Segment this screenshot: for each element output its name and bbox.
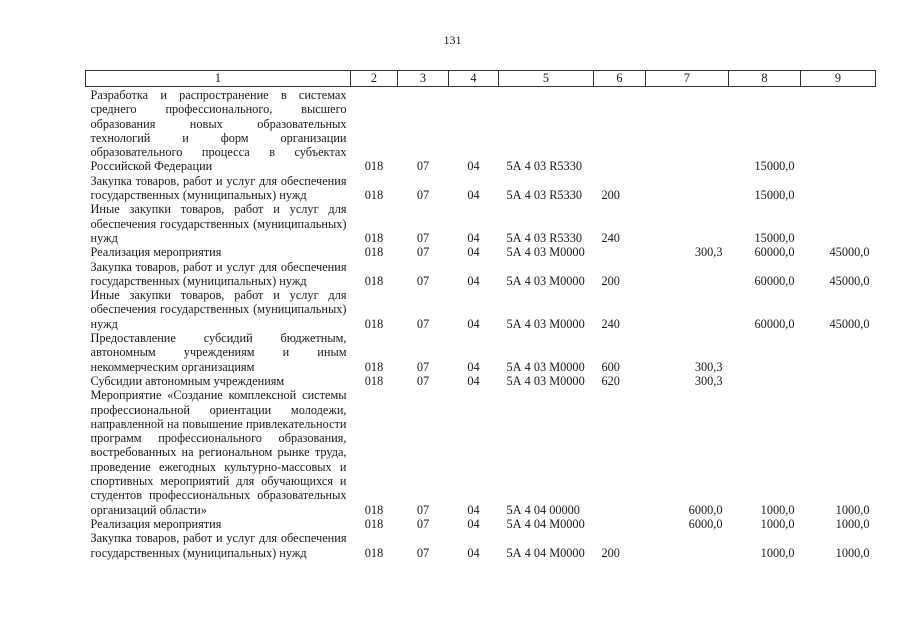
row-description: Закупка товаров, работ и услуг для обеспечения государственных (муниципальных) нужд	[90, 259, 347, 288]
cell-c2: 018	[364, 188, 384, 203]
cell-c8: 1000,0	[760, 516, 795, 531]
cell-c7	[646, 174, 729, 203]
cell-c2: 018	[364, 373, 384, 388]
cell-c6: 240	[601, 230, 620, 245]
cell-c2: 018	[364, 516, 384, 531]
cell-c9	[801, 174, 876, 203]
cell-c4: 04	[467, 188, 480, 203]
cell-c7	[646, 202, 729, 245]
cell-c9: 1000,0	[835, 516, 870, 531]
cell-c3: 07	[416, 159, 430, 174]
cell-c2: 018	[364, 359, 384, 374]
cell-c5: 5А 4 03 М0000	[506, 316, 585, 331]
column-header-2: 2	[351, 71, 398, 87]
table-row	[86, 245, 876, 259]
cell-c9: 45000,0	[829, 245, 870, 260]
cell-c5: 5А 4 03 R5330	[506, 159, 582, 174]
cell-c6: 620	[601, 373, 620, 388]
row-description: Иные закупки товаров, работ и услуг для обеспечения государственных (муниципальных) нужд	[90, 288, 347, 331]
cell-c4: 04	[467, 545, 480, 560]
cell-c3: 07	[416, 230, 430, 245]
cell-c6: 200	[601, 273, 620, 288]
cell-c2: 018	[364, 245, 384, 260]
cell-c5: 5А 4 04 00000	[506, 502, 580, 517]
cell-c6: 200	[601, 545, 620, 560]
table-row	[86, 374, 876, 388]
cell-c6	[594, 245, 646, 259]
cell-c7: 300,3	[694, 373, 723, 388]
row-description: Предоставление субсидий бюджетным, автономным учреждениям и иным некоммерческим организациям	[90, 331, 347, 374]
cell-c9	[801, 331, 876, 374]
cell-c6: 600	[601, 359, 620, 374]
cell-c5: 5А 4 03 R5330	[506, 188, 582, 203]
cell-c3: 07	[416, 373, 430, 388]
cell-c2: 018	[364, 273, 384, 288]
column-header-8: 8	[729, 71, 801, 87]
cell-c8: 60000,0	[754, 245, 795, 260]
cell-c3: 07	[416, 188, 430, 203]
cell-c6	[594, 87, 646, 174]
cell-c3: 07	[416, 316, 430, 331]
table-row	[86, 531, 876, 560]
cell-c8: 15000,0	[754, 230, 795, 245]
table-row	[86, 288, 876, 331]
table-row	[86, 260, 876, 289]
row-description: Субсидии автономным учреждениям	[90, 373, 285, 388]
page-number: 131	[443, 33, 462, 47]
cell-c3: 07	[416, 545, 430, 560]
row-description: Разработка и распространение в системах среднего профессионального, высшего образования новых образовательных технологий и форм организации образовательного процесса в субъектах Российской Федерации	[90, 88, 347, 174]
cell-c9: 45000,0	[829, 273, 870, 288]
row-description: Закупка товаров, работ и услуг для обеспечения государственных (муниципальных) нужд	[90, 173, 347, 203]
cell-c3: 07	[416, 516, 430, 531]
cell-c8	[729, 374, 801, 388]
row-description: Закупка товаров, работ и услуг для обеспечения государственных (муниципальных) нужд	[90, 531, 347, 560]
cell-c8: 1000,0	[760, 502, 795, 517]
row-description: Мероприятие «Создание комплексной системы профессиональной ориентации молодежи, направленной на повышение привлекательности программ профессионального образования, востребованных на региональном рынке труда, проведение ежегодных культурно-массовых и спортивных мероприятий для обучающихся и студентов профессиональных образовательных организаций области»	[90, 388, 347, 517]
row-description: Реализация мероприятия	[90, 516, 222, 531]
cell-c9: 1000,0	[835, 502, 870, 517]
cell-c4: 04	[467, 373, 480, 388]
cell-c7	[646, 87, 729, 174]
cell-c2: 018	[364, 545, 384, 560]
header-row	[86, 71, 876, 87]
cell-c5: 5А 4 04 М0000	[506, 516, 585, 531]
column-header-1: 1	[86, 71, 351, 87]
cell-c8: 60000,0	[754, 273, 795, 288]
cell-c7	[646, 288, 729, 331]
cell-c2: 018	[364, 316, 384, 331]
cell-c3: 07	[416, 502, 430, 517]
cell-c5: 5А 4 03 М0000	[506, 373, 585, 388]
column-header-9: 9	[801, 71, 876, 87]
cell-c2: 018	[364, 230, 384, 245]
cell-c9	[801, 374, 876, 388]
cell-c5: 5А 4 03 М0000	[506, 359, 585, 374]
row-description: Реализация мероприятия	[90, 245, 222, 260]
table-row	[86, 517, 876, 531]
cell-c4: 04	[467, 159, 480, 174]
cell-c4: 04	[467, 316, 480, 331]
cell-c6	[594, 388, 646, 517]
column-header-6: 6	[594, 71, 646, 87]
cell-c8	[729, 331, 801, 374]
cell-c2: 018	[364, 502, 384, 517]
cell-c4: 04	[467, 245, 480, 260]
cell-c9	[801, 202, 876, 245]
cell-c4: 04	[467, 273, 480, 288]
cell-c6: 200	[601, 188, 620, 203]
column-header-7: 7	[646, 71, 729, 87]
cell-c4: 04	[467, 502, 480, 517]
cell-c7: 6000,0	[688, 502, 723, 517]
budget-table	[85, 70, 876, 560]
cell-c5: 5А 4 03 М0000	[506, 273, 585, 288]
cell-c7	[646, 260, 729, 289]
cell-c4: 04	[467, 230, 480, 245]
column-header-3: 3	[398, 71, 449, 87]
table-row	[86, 388, 876, 517]
cell-c3: 07	[416, 245, 430, 260]
column-header-4: 4	[449, 71, 499, 87]
cell-c3: 07	[416, 273, 430, 288]
cell-c5: 5А 4 03 М0000	[506, 245, 585, 260]
cell-c5: 5А 4 03 R5330	[506, 230, 582, 245]
cell-c6: 240	[601, 316, 620, 331]
table-row	[86, 87, 876, 174]
cell-c7: 6000,0	[688, 516, 723, 531]
cell-c3: 07	[416, 359, 430, 374]
cell-c9: 1000,0	[835, 545, 870, 560]
cell-c7	[646, 531, 729, 560]
cell-c8: 15000,0	[754, 188, 795, 203]
table-row	[86, 331, 876, 374]
column-header-5: 5	[499, 71, 594, 87]
cell-c5: 5А 4 04 М0000	[506, 545, 585, 560]
table-row	[86, 202, 876, 245]
row-description: Иные закупки товаров, работ и услуг для обеспечения государственных (муниципальных) нужд	[90, 202, 347, 245]
cell-c8: 1000,0	[760, 545, 795, 560]
cell-c6	[594, 517, 646, 531]
cell-c2: 018	[364, 159, 384, 174]
cell-c4: 04	[467, 516, 480, 531]
cell-c4: 04	[467, 359, 480, 374]
cell-c8: 60000,0	[754, 316, 795, 331]
cell-c9: 45000,0	[829, 316, 870, 331]
cell-c8: 15000,0	[754, 159, 795, 174]
table-row	[86, 174, 876, 203]
cell-c9	[801, 87, 876, 174]
cell-c7: 300,3	[694, 359, 723, 374]
cell-c7: 300,3	[694, 245, 723, 260]
